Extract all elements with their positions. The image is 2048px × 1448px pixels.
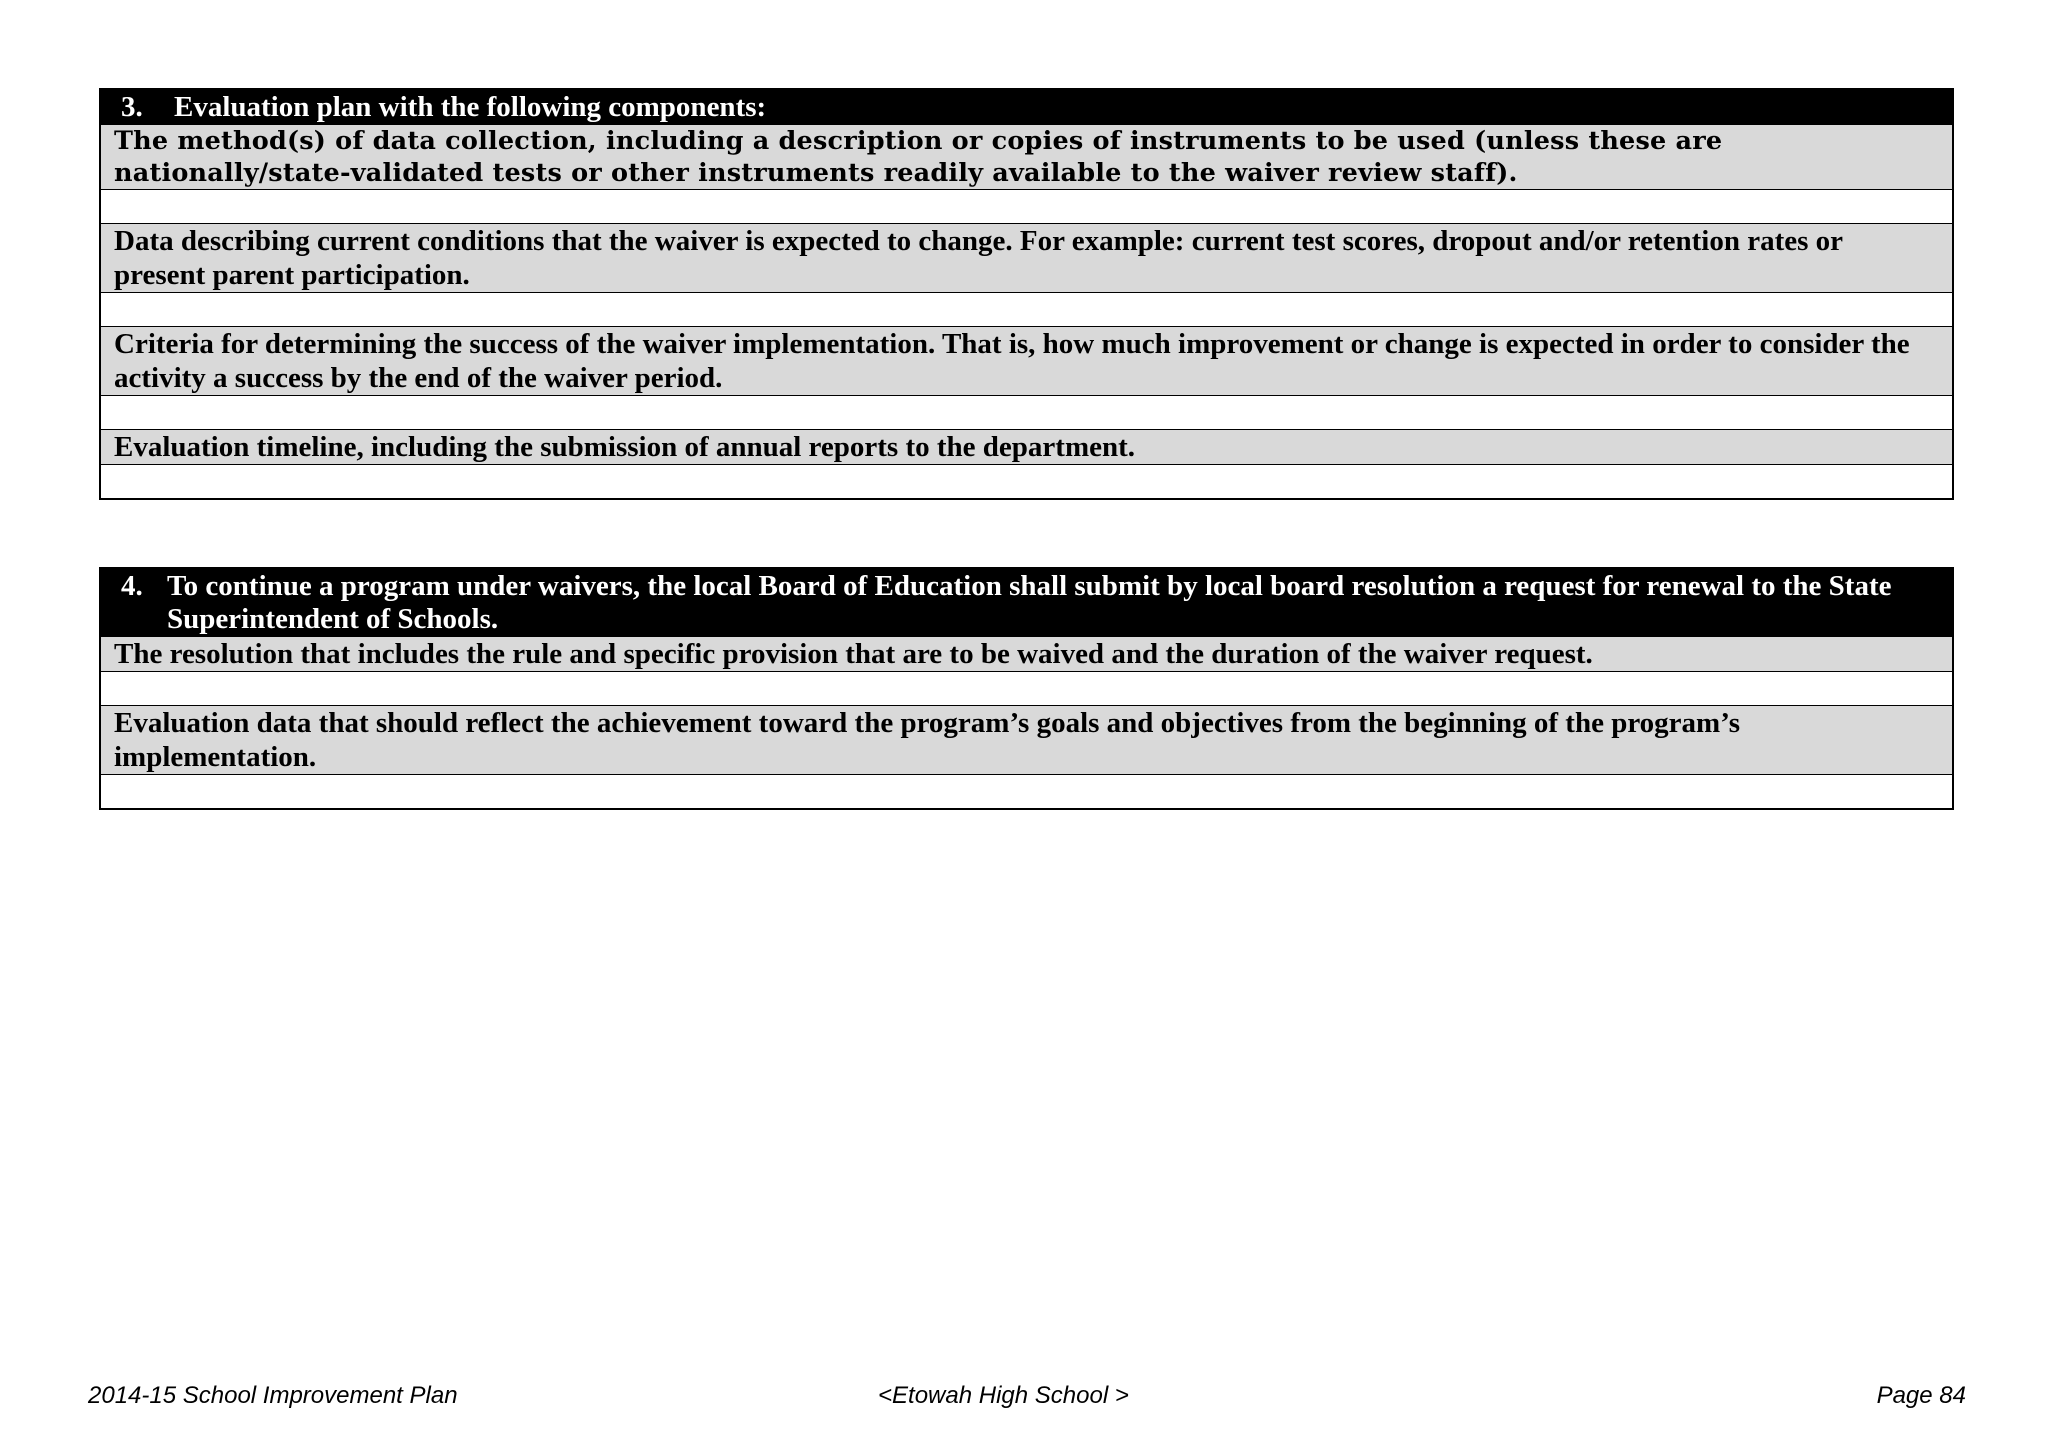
section-header: [101, 90, 1952, 125]
section-number: 3.: [121, 91, 143, 123]
footer-page-number: Page 84: [1876, 1382, 1966, 1409]
component-label-resolution: The resolution that includes the rule and specific provision that are to be waived and the duration of the waiver request.: [101, 637, 1952, 671]
evaluation-plan-table: [99, 88, 1954, 500]
section-number: 4.: [121, 570, 143, 602]
footer-plan-title: 2014-15 School Improvement Plan: [88, 1382, 458, 1409]
response-field-success-criteria[interactable]: [101, 395, 1952, 429]
component-label-current-conditions: Data describing current conditions that the waiver is expected to change. For example: current test scores, dropout and/or retention rates or present parent participation.: [101, 223, 1952, 292]
response-field-evaluation-timeline[interactable]: [101, 464, 1952, 498]
response-field-data-collection[interactable]: [101, 189, 1952, 223]
response-field-evaluation-data[interactable]: [101, 774, 1952, 808]
component-label-evaluation-timeline: Evaluation timeline, including the submission of annual reports to the department.: [101, 429, 1952, 464]
section-title: To continue a program under waivers, the local Board of Education shall submit by local board resolution a request for renewal to the State Superintendent of Schools.: [167, 570, 1892, 635]
footer-school-name: <Etowah High School >: [878, 1382, 1129, 1409]
section-header: [101, 569, 1952, 637]
component-label-data-collection: The method(s) of data collection, including a description or copies of instruments to be used (unless these are nationally/state-validated tests or other instruments readily available to the waiver review staff).: [101, 125, 1952, 189]
response-field-resolution[interactable]: [101, 671, 1952, 705]
section-title: Evaluation plan with the following components:: [174, 91, 767, 123]
waiver-renewal-table: [99, 567, 1954, 810]
component-label-success-criteria: Criteria for determining the success of the waiver implementation. That is, how much improvement or change is expected in order to consider the activity a success by the end of the waiver period.: [101, 326, 1952, 395]
response-field-current-conditions[interactable]: [101, 292, 1952, 326]
component-label-evaluation-data: Evaluation data that should reflect the achievement toward the program’s goals and objectives from the beginning of the program’s implementation.: [101, 705, 1952, 774]
